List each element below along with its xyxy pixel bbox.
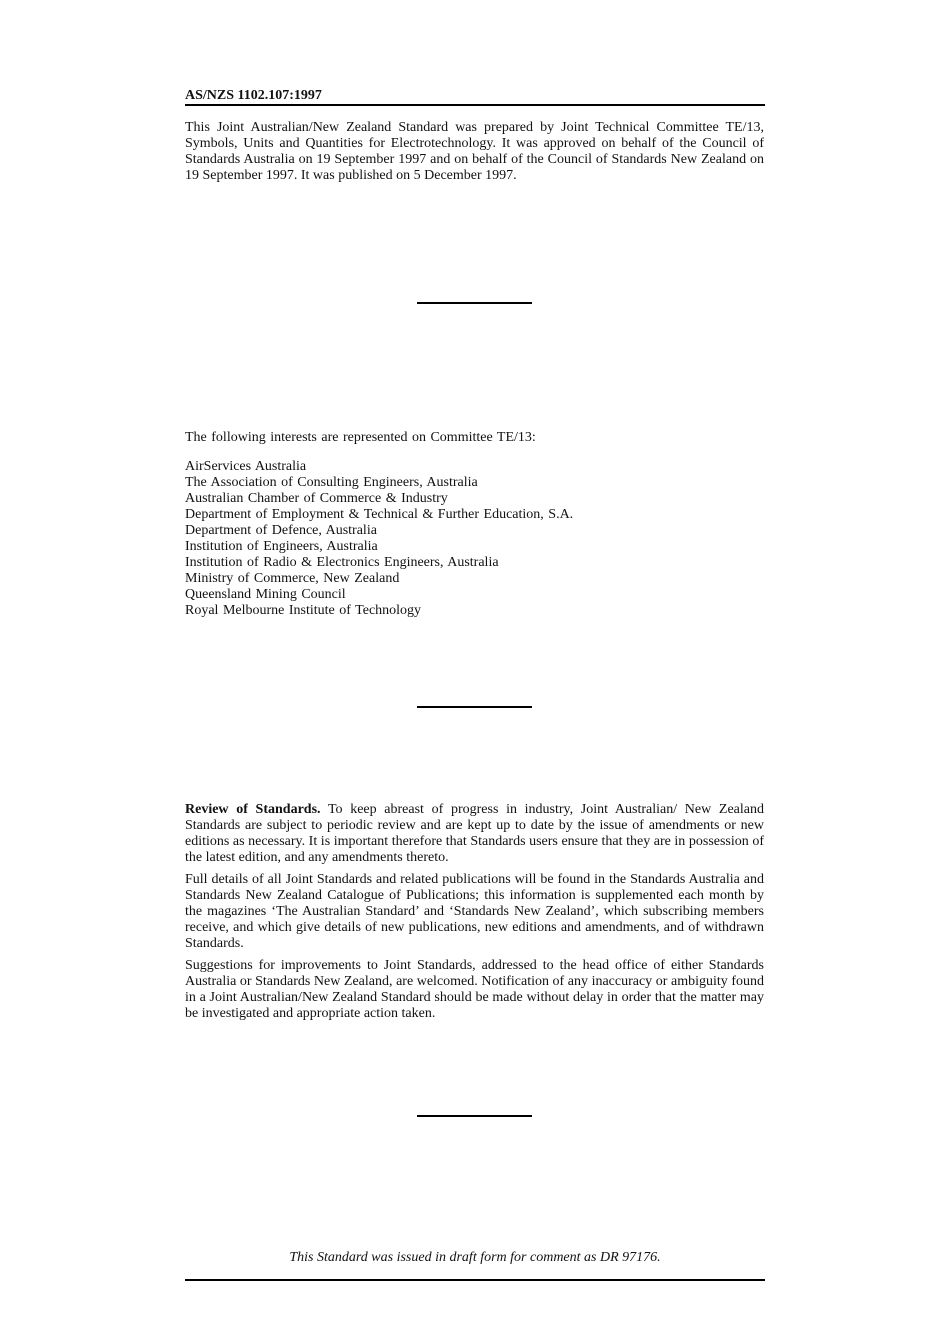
footer-rule bbox=[185, 1279, 765, 1281]
committee-member: Institution of Engineers, Australia bbox=[185, 539, 378, 554]
section-divider bbox=[417, 302, 532, 304]
committee-member: Australian Chamber of Commerce & Industry bbox=[185, 491, 448, 506]
committee-member: Royal Melbourne Institute of Technology bbox=[185, 603, 422, 618]
review-heading: Review of Standards. bbox=[185, 802, 321, 817]
header-rule bbox=[185, 104, 765, 106]
committee-member: Department of Employment & Technical & Further Education, S.A. bbox=[185, 507, 574, 522]
committee-member: Ministry of Commerce, New Zealand bbox=[185, 571, 400, 586]
committee-interests-title: The following interests are represented on Committee TE/13: bbox=[185, 430, 536, 445]
committee-member: Queensland Mining Council bbox=[185, 587, 346, 602]
section-divider bbox=[417, 1115, 532, 1117]
intro-paragraph: This Joint Australian/New Zealand Standard was prepared by Joint Technical Committee TE/13, Symbols, Units and Quantities for Electrotechnology. It was approved on behalf of the Council of Standards Australia on 19 September 1997 and on behalf of the Council of Standards New Zealand on 19 September 1997. It was published on 5 December 1997. bbox=[185, 120, 764, 183]
document-page bbox=[185, 0, 765, 1343]
review-paragraph-3: Suggestions for improvements to Joint Standards, addressed to the head office of either Standards Australia or Standards New Zealand, are welcomed. Notification of any inaccuracy or ambiguity found in a Joint Australian/New Zealand Standard should be made without delay in order that the matter may be investigated and appropriate action taken. bbox=[185, 958, 764, 1021]
review-of-standards-section bbox=[185, 802, 764, 1028]
review-paragraph-1-text: To keep abreast of progress in industry, Joint Australian/ New Zealand Standards are subject to periodic review and are kept up to date by the issue of amendments or new editions as necessary. It is important therefore that Standards users ensure that they are in possession of the latest edition, and any amendments thereto. bbox=[185, 802, 764, 865]
committee-member: AirServices Australia bbox=[185, 459, 307, 474]
committee-member: Department of Defence, Australia bbox=[185, 523, 377, 538]
section-divider bbox=[417, 706, 532, 708]
standard-identifier: AS/NZS 1102.107:1997 bbox=[185, 88, 322, 103]
draft-note: This Standard was issued in draft form for comment as DR 97176. bbox=[289, 1250, 661, 1265]
committee-member: The Association of Consulting Engineers, Australia bbox=[185, 475, 478, 490]
committee-members-list bbox=[185, 459, 573, 619]
committee-member: Institution of Radio & Electronics Engineers, Australia bbox=[185, 555, 499, 570]
review-paragraph-1 bbox=[185, 802, 764, 866]
review-paragraph-2: Full details of all Joint Standards and related publications will be found in the Standards Australia and Standards New Zealand Catalogue of Publications; this information is supplemented each month by the magazines ‘The Australian Standard’ and ‘Standards New Zealand’, which subscribing members receive, and which give details of new publications, new editions and amendments, and of withdrawn Standards. bbox=[185, 872, 764, 951]
